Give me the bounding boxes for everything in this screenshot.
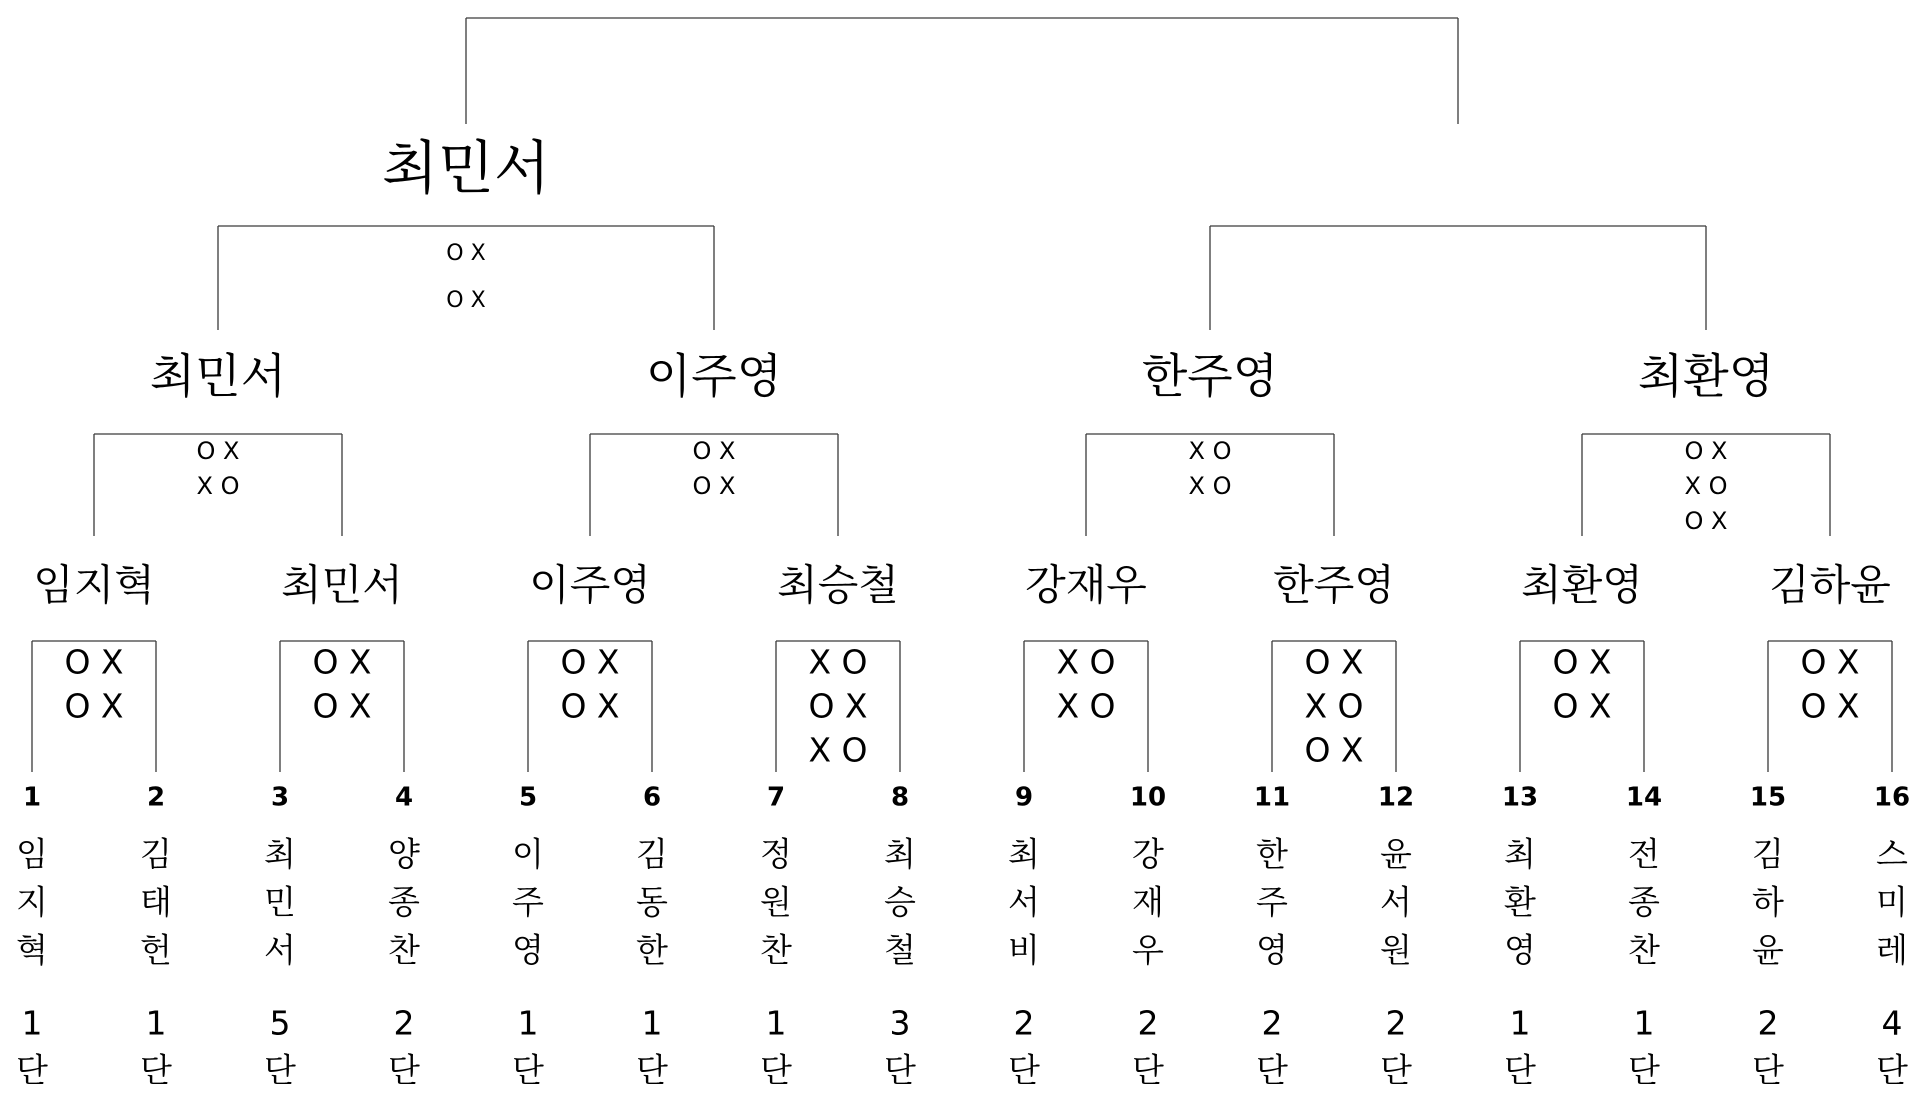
player-dan-number-15: 2 [1757,1003,1779,1043]
qf-winner-3: 한주영 [1141,349,1279,405]
player-dan-unit-5: 단 [512,1050,544,1090]
player-name-14-char-1: 전 [1628,834,1660,874]
player-dan-number-8: 3 [889,1003,911,1043]
player-name-11-char-2: 주 [1256,882,1288,922]
r16-winner-1: 임지혁 [33,560,155,610]
seed-number-2: 2 [146,782,166,813]
player-name-15-char-2: 하 [1752,882,1784,922]
qf-winner-4: 최환영 [1637,349,1775,405]
r16-result-3-1: O X [560,642,620,682]
player-name-5-char-2: 주 [512,882,544,922]
qf-result-3-2: X O [1188,472,1232,500]
qf-result-4-2: X O [1684,472,1728,500]
r16-winner-7: 최환영 [1521,560,1643,610]
player-name-13-char-1: 최 [1504,834,1536,874]
player-dan-unit-10: 단 [1132,1050,1164,1090]
qf-result-2-2: O X [692,472,736,500]
player-name-10-char-2: 재 [1132,882,1164,922]
player-dan-unit-9: 단 [1008,1050,1040,1090]
player-name-2-char-2: 태 [140,882,172,922]
r16-winner-8: 김하윤 [1769,560,1891,610]
player-name-12-char-1: 윤 [1380,834,1412,874]
seed-number-14: 14 [1625,782,1663,813]
player-dan-unit-12: 단 [1380,1050,1412,1090]
player-dan-number-7: 1 [765,1003,787,1043]
seed-number-9: 9 [1014,782,1034,813]
player-name-1-char-1: 임 [16,834,48,874]
r16-winner-5: 강재우 [1025,560,1147,610]
player-name-9-char-2: 서 [1008,882,1040,922]
player-dan-unit-6: 단 [636,1050,668,1090]
player-name-11-char-3: 영 [1256,930,1288,970]
r16-result-7-1: O X [1552,642,1612,682]
r16-result-4-3: X O [808,730,868,770]
player-name-7-char-1: 정 [760,834,792,874]
player-name-14-char-2: 종 [1628,882,1660,922]
r16-result-8-2: O X [1800,686,1860,726]
qf-result-3-1: X O [1188,437,1232,465]
qf-result-1-2: X O [196,472,240,500]
player-name-10-char-1: 강 [1132,834,1164,874]
r16-result-1-2: O X [64,686,124,726]
r16-result-7-2: O X [1552,686,1612,726]
player-name-11-char-1: 한 [1256,834,1288,874]
seed-number-13: 13 [1501,782,1539,813]
player-name-2-char-1: 김 [140,834,172,874]
qf-result-4-1: O X [1684,437,1728,465]
qf-winner-2: 이주영 [645,349,783,405]
player-name-5-char-3: 영 [512,930,544,970]
player-name-8-char-2: 승 [884,882,916,922]
r16-result-5-2: X O [1056,686,1116,726]
player-name-12-char-2: 서 [1380,882,1412,922]
player-dan-unit-13: 단 [1504,1050,1536,1090]
seed-number-3: 3 [270,782,290,813]
player-dan-unit-8: 단 [884,1050,916,1090]
r16-result-1-1: O X [64,642,124,682]
player-name-3-char-2: 민 [264,882,296,922]
player-dan-number-16: 4 [1881,1003,1903,1043]
player-name-10-char-3: 우 [1132,930,1164,970]
seed-number-4: 4 [394,782,414,813]
player-name-15-char-3: 윤 [1752,930,1784,970]
sf-result-1-2: O X [446,288,486,313]
r16-result-4-2: O X [808,686,868,726]
player-name-6-char-2: 동 [636,882,668,922]
player-name-4-char-2: 종 [388,882,420,922]
player-dan-unit-14: 단 [1628,1050,1660,1090]
player-dan-unit-16: 단 [1876,1050,1908,1090]
player-dan-unit-7: 단 [760,1050,792,1090]
player-name-5-char-1: 이 [512,834,544,874]
player-name-7-char-3: 찬 [760,930,792,970]
player-dan-number-10: 2 [1137,1003,1159,1043]
r16-result-6-3: O X [1304,730,1364,770]
player-name-16-char-2: 미 [1876,882,1908,922]
player-dan-number-13: 1 [1509,1003,1531,1043]
r16-result-4-1: X O [808,642,868,682]
player-dan-unit-2: 단 [140,1050,172,1090]
player-name-1-char-3: 혁 [16,930,48,970]
champion-name: 최민서 [381,134,551,203]
player-name-3-char-3: 서 [264,930,296,970]
seed-number-15: 15 [1749,782,1787,813]
seed-number-12: 12 [1377,782,1415,813]
r16-winner-2: 최민서 [281,560,403,610]
r16-winner-6: 한주영 [1273,560,1395,610]
player-name-1-char-2: 지 [16,882,48,922]
player-dan-number-3: 5 [269,1003,291,1043]
player-dan-unit-15: 단 [1752,1050,1784,1090]
sf-result-1-1: O X [446,241,486,266]
player-dan-unit-1: 단 [16,1050,48,1090]
r16-result-6-1: O X [1304,642,1364,682]
qf-result-1-1: O X [196,437,240,465]
r16-result-8-1: O X [1800,642,1860,682]
seed-number-6: 6 [642,782,662,813]
qf-result-4-3: O X [1684,507,1728,535]
r16-result-5-1: X O [1056,642,1116,682]
player-name-8-char-3: 철 [884,930,916,970]
player-name-9-char-3: 비 [1008,930,1040,970]
player-name-3-char-1: 최 [264,834,296,874]
player-name-14-char-3: 찬 [1628,930,1660,970]
qf-result-2-1: O X [692,437,736,465]
player-dan-number-9: 2 [1013,1003,1035,1043]
player-dan-number-1: 1 [21,1003,43,1043]
seed-number-10: 10 [1129,782,1167,813]
player-dan-number-11: 2 [1261,1003,1283,1043]
player-name-7-char-2: 원 [760,882,792,922]
player-name-16-char-1: 스 [1876,834,1908,874]
qf-winner-1: 최민서 [149,349,287,405]
r16-winner-4: 최승철 [777,560,899,610]
player-dan-unit-4: 단 [388,1050,420,1090]
player-name-12-char-3: 원 [1380,930,1412,970]
player-name-2-char-3: 헌 [140,930,172,970]
player-name-15-char-1: 김 [1752,834,1784,874]
player-dan-unit-11: 단 [1256,1050,1288,1090]
player-name-4-char-3: 찬 [388,930,420,970]
seed-number-16: 16 [1873,782,1911,813]
r16-winner-3: 이주영 [529,560,651,610]
player-name-16-char-3: 레 [1876,930,1908,970]
player-dan-number-12: 2 [1385,1003,1407,1043]
player-name-13-char-2: 환 [1504,882,1536,922]
r16-result-3-2: O X [560,686,620,726]
player-name-8-char-1: 최 [884,834,916,874]
player-dan-unit-3: 단 [264,1050,296,1090]
r16-result-2-2: O X [312,686,372,726]
player-name-13-char-3: 영 [1504,930,1536,970]
r16-result-2-1: O X [312,642,372,682]
player-dan-number-4: 2 [393,1003,415,1043]
player-dan-number-2: 1 [145,1003,167,1043]
r16-result-6-2: X O [1304,686,1364,726]
seed-number-11: 11 [1253,782,1291,813]
seed-number-8: 8 [890,782,910,813]
player-dan-number-6: 1 [641,1003,663,1043]
player-name-6-char-3: 한 [636,930,668,970]
player-name-4-char-1: 양 [388,834,420,874]
player-dan-number-5: 1 [517,1003,539,1043]
seed-number-1: 1 [22,782,42,813]
seed-number-7: 7 [766,782,786,813]
player-name-6-char-1: 김 [636,834,668,874]
player-name-9-char-1: 최 [1008,834,1040,874]
seed-number-5: 5 [518,782,538,813]
player-dan-number-14: 1 [1633,1003,1655,1043]
